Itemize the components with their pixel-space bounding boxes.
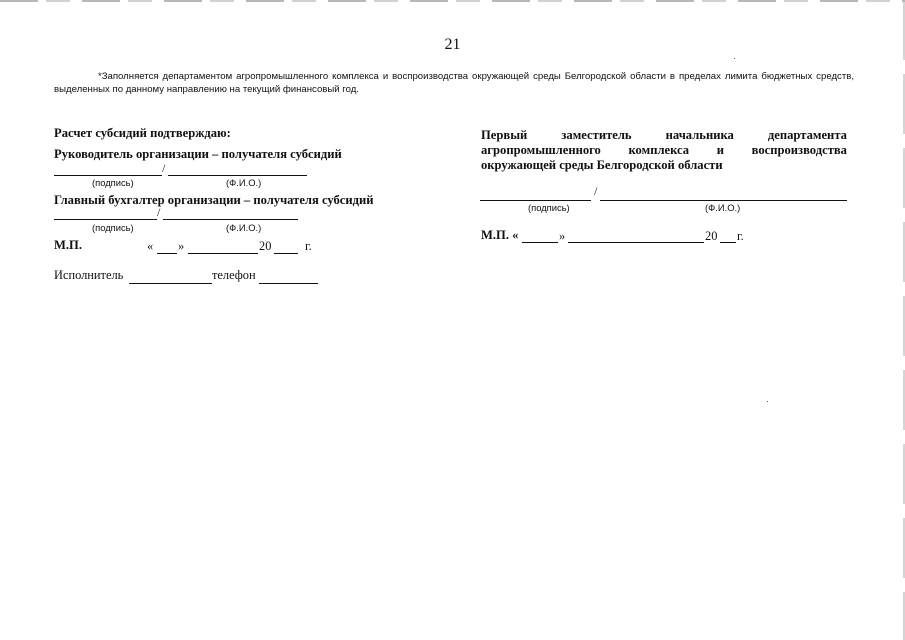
head-name-line[interactable]: [168, 175, 307, 176]
deputy-caption-name: (Ф.И.О.): [705, 202, 741, 213]
deputy-stamp-date-prefix: М.П. «: [481, 228, 519, 242]
date-year-line[interactable]: [274, 253, 298, 254]
head-caption-name: (Ф.И.О.): [226, 177, 262, 188]
head-title: Руководитель организации – получателя субсидий: [54, 147, 342, 161]
deputy-name-line[interactable]: [600, 200, 847, 201]
accountant-signature-line[interactable]: [54, 219, 157, 220]
deputy-head-title: [481, 128, 847, 173]
scan-speck: [767, 401, 768, 402]
head-slash: /: [162, 161, 166, 175]
date-quote-open: «: [147, 239, 154, 253]
accountant-slash: /: [157, 205, 161, 219]
title-word: комплекса: [628, 143, 690, 157]
title-word: департамента: [767, 128, 847, 142]
title-line-3: [481, 158, 847, 173]
deputy-signature-line[interactable]: [480, 200, 591, 201]
accountant-caption-name: (Ф.И.О.): [226, 222, 262, 233]
title-word: и: [716, 143, 724, 157]
title-word: агропромышленного: [481, 143, 601, 157]
footnote: *Заполняется департаментом агропромышленного комплекса и воспроизводства окружающей среды Белгородской области в пределах лимита бюджетных средств, выделенных по данному направлению на текущий финансовый год.: [54, 71, 854, 95]
title-word: воспроизводства: [751, 143, 847, 157]
title-word: начальника: [665, 128, 734, 142]
accountant-name-line[interactable]: [163, 219, 298, 220]
date-quote-close: »: [178, 239, 185, 253]
date-year-prefix: 20: [259, 239, 272, 253]
chief-accountant-title: Главный бухгалтер организации – получателя субсидий: [54, 193, 374, 207]
accountant-caption-signature: (подпись): [92, 222, 134, 233]
deputy-date-year-line[interactable]: [720, 242, 736, 243]
scan-speck: [734, 58, 735, 59]
deputy-slash: /: [594, 184, 598, 198]
date-month-line[interactable]: [188, 253, 258, 254]
title-word: Первый: [481, 128, 528, 142]
deputy-date-quote-close: »: [559, 229, 566, 243]
date-day-line[interactable]: [157, 253, 177, 254]
page-number: 21: [444, 36, 461, 53]
executor-line[interactable]: [129, 283, 212, 284]
deputy-date-month-line[interactable]: [568, 242, 704, 243]
scan-edge-top: [0, 0, 905, 2]
deputy-date-year-suffix: г.: [737, 229, 744, 243]
head-signature-line[interactable]: [54, 175, 162, 176]
phone-label: телефон: [212, 268, 256, 282]
title-line-1: [481, 128, 847, 143]
title-word: заместитель: [561, 128, 632, 142]
executor-label: Исполнитель: [54, 268, 124, 282]
confirm-heading: Расчет субсидий подтверждаю:: [54, 126, 231, 140]
stamp-label: М.П.: [54, 238, 82, 252]
head-caption-signature: (подпись): [92, 177, 134, 188]
deputy-date-year-prefix: 20: [705, 229, 718, 243]
phone-line[interactable]: [259, 283, 318, 284]
date-year-suffix: г.: [305, 239, 312, 253]
title-word: окружающей среды Белгородской области: [481, 158, 723, 172]
deputy-caption-signature: (подпись): [528, 202, 570, 213]
title-line-2: [481, 143, 847, 158]
deputy-date-day-line[interactable]: [522, 242, 558, 243]
